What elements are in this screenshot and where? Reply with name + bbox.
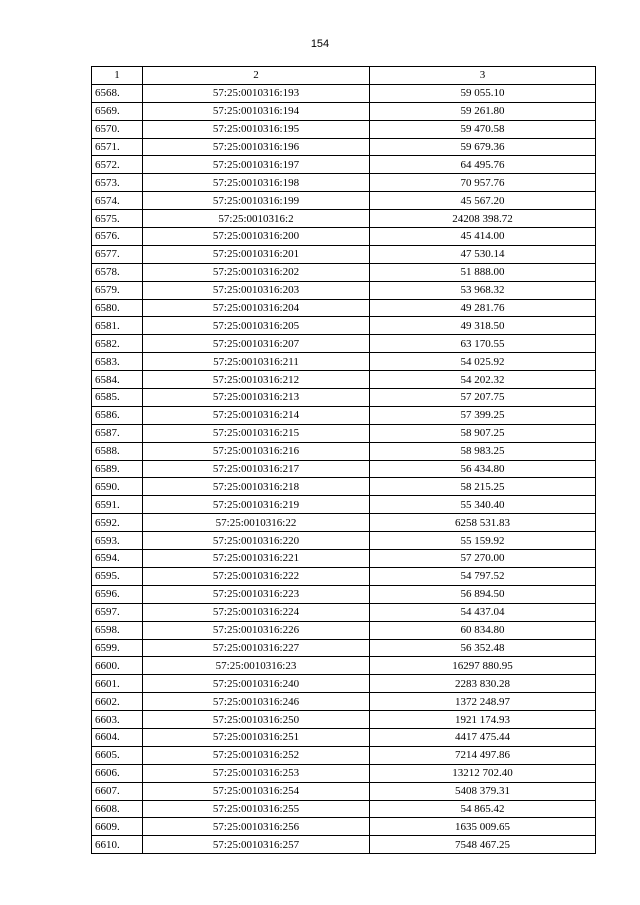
row-number-cell: 6596. [92,585,143,603]
row-number-cell: 6602. [92,693,143,711]
value-cell: 53 968.32 [370,281,596,299]
cadastral-code-cell: 57:25:0010316:194 [143,102,370,120]
table-row [92,621,596,639]
value-cell: 5408 379.31 [370,782,596,800]
cadastral-code-cell: 57:25:0010316:198 [143,174,370,192]
value-cell: 56 894.50 [370,585,596,603]
row-number-cell: 6600. [92,657,143,675]
cadastral-code-cell: 57:25:0010316:257 [143,836,370,854]
cadastral-code-cell: 57:25:0010316:224 [143,603,370,621]
table-row [92,836,596,854]
column-header-number: 1 [92,67,143,85]
table-row [92,711,596,729]
table-row [92,567,596,585]
table-row [92,317,596,335]
row-number-cell: 6588. [92,442,143,460]
table-row [92,353,596,371]
cadastral-code-cell: 57:25:0010316:195 [143,120,370,138]
value-cell: 13212 702.40 [370,764,596,782]
row-number-cell: 6582. [92,335,143,353]
cadastral-code-cell: 57:25:0010316:214 [143,406,370,424]
value-cell: 54 797.52 [370,567,596,585]
cadastral-code-cell: 57:25:0010316:219 [143,496,370,514]
table-row [92,693,596,711]
table-row [92,657,596,675]
value-cell: 1635 009.65 [370,818,596,836]
value-cell: 7214 497.86 [370,746,596,764]
table-row [92,675,596,693]
cadastral-code-cell: 57:25:0010316:240 [143,675,370,693]
cadastral-code-cell: 57:25:0010316:199 [143,192,370,210]
table-row [92,174,596,192]
cadastral-code-cell: 57:25:0010316:246 [143,693,370,711]
value-cell: 49 318.50 [370,317,596,335]
row-number-cell: 6607. [92,782,143,800]
cadastral-code-cell: 57:25:0010316:203 [143,281,370,299]
table-row [92,514,596,532]
row-number-cell: 6599. [92,639,143,657]
value-cell: 58 215.25 [370,478,596,496]
value-cell: 7548 467.25 [370,836,596,854]
table-row [92,478,596,496]
row-number-cell: 6569. [92,102,143,120]
value-cell: 63 170.55 [370,335,596,353]
cadastral-code-cell: 57:25:0010316:221 [143,550,370,568]
value-cell: 59 055.10 [370,84,596,102]
cadastral-code-cell: 57:25:0010316:207 [143,335,370,353]
row-number-cell: 6570. [92,120,143,138]
row-number-cell: 6606. [92,764,143,782]
row-number-cell: 6585. [92,389,143,407]
value-cell: 45 567.20 [370,192,596,210]
table-row [92,335,596,353]
value-cell: 55 159.92 [370,532,596,550]
cadastral-code-cell: 57:25:0010316:250 [143,711,370,729]
row-number-cell: 6573. [92,174,143,192]
row-number-cell: 6591. [92,496,143,514]
row-number-cell: 6574. [92,192,143,210]
value-cell: 57 270.00 [370,550,596,568]
table-row [92,728,596,746]
value-cell: 58 983.25 [370,442,596,460]
cadastral-code-cell: 57:25:0010316:223 [143,585,370,603]
table-row [92,102,596,120]
value-cell: 70 957.76 [370,174,596,192]
cadastral-code-cell: 57:25:0010316:196 [143,138,370,156]
cadastral-code-cell: 57:25:0010316:201 [143,245,370,263]
cadastral-code-cell: 57:25:0010316:222 [143,567,370,585]
value-cell: 56 352.48 [370,639,596,657]
cadastral-code-cell: 57:25:0010316:220 [143,532,370,550]
row-number-cell: 6577. [92,245,143,263]
row-number-cell: 6601. [92,675,143,693]
column-header-value: 3 [370,67,596,85]
value-cell: 56 434.80 [370,460,596,478]
row-number-cell: 6571. [92,138,143,156]
table-row [92,818,596,836]
row-number-cell: 6608. [92,800,143,818]
row-number-cell: 6587. [92,424,143,442]
table-body [92,84,596,853]
value-cell: 1921 174.93 [370,711,596,729]
row-number-cell: 6605. [92,746,143,764]
table-row [92,639,596,657]
cadastral-code-cell: 57:25:0010316:254 [143,782,370,800]
value-cell: 45 414.00 [370,228,596,246]
table-row [92,746,596,764]
cadastral-code-cell: 57:25:0010316:215 [143,424,370,442]
cadastral-code-cell: 57:25:0010316:204 [143,299,370,317]
table-row [92,782,596,800]
table-row [92,138,596,156]
table-row [92,245,596,263]
table-row [92,389,596,407]
cadastral-code-cell: 57:25:0010316:217 [143,460,370,478]
table-row [92,406,596,424]
cadastral-code-cell: 57:25:0010316:216 [143,442,370,460]
cadastral-code-cell: 57:25:0010316:197 [143,156,370,174]
value-cell: 16297 880.95 [370,657,596,675]
value-cell: 57 399.25 [370,406,596,424]
row-number-cell: 6594. [92,550,143,568]
value-cell: 51 888.00 [370,263,596,281]
table-row [92,603,596,621]
row-number-cell: 6572. [92,156,143,174]
table-header-row [92,67,596,85]
cadastral-code-cell: 57:25:0010316:218 [143,478,370,496]
value-cell: 2283 830.28 [370,675,596,693]
row-number-cell: 6578. [92,263,143,281]
value-cell: 47 530.14 [370,245,596,263]
value-cell: 54 437.04 [370,603,596,621]
cadastral-code-cell: 57:25:0010316:205 [143,317,370,335]
cadastral-code-cell: 57:25:0010316:23 [143,657,370,675]
row-number-cell: 6610. [92,836,143,854]
row-number-cell: 6576. [92,228,143,246]
row-number-cell: 6568. [92,84,143,102]
row-number-cell: 6609. [92,818,143,836]
value-cell: 59 679.36 [370,138,596,156]
cadastral-code-cell: 57:25:0010316:253 [143,764,370,782]
row-number-cell: 6575. [92,210,143,228]
value-cell: 60 834.80 [370,621,596,639]
cadastral-code-cell: 57:25:0010316:252 [143,746,370,764]
table-row [92,192,596,210]
table-row [92,496,596,514]
value-cell: 49 281.76 [370,299,596,317]
cadastral-code-cell: 57:25:0010316:255 [143,800,370,818]
value-cell: 54 202.32 [370,371,596,389]
row-number-cell: 6595. [92,567,143,585]
cadastral-code-cell: 57:25:0010316:202 [143,263,370,281]
row-number-cell: 6584. [92,371,143,389]
cadastral-code-cell: 57:25:0010316:226 [143,621,370,639]
row-number-cell: 6604. [92,728,143,746]
value-cell: 59 261.80 [370,102,596,120]
table-row [92,424,596,442]
page-number: 154 [310,38,330,50]
row-number-cell: 6580. [92,299,143,317]
row-number-cell: 6581. [92,317,143,335]
row-number-cell: 6598. [92,621,143,639]
value-cell: 57 207.75 [370,389,596,407]
table-row [92,371,596,389]
table-row [92,299,596,317]
cadastral-code-cell: 57:25:0010316:227 [143,639,370,657]
cadastral-code-cell: 57:25:0010316:2 [143,210,370,228]
value-cell: 6258 531.83 [370,514,596,532]
table-row [92,532,596,550]
table-row [92,585,596,603]
row-number-cell: 6593. [92,532,143,550]
table-row [92,156,596,174]
value-cell: 64 495.76 [370,156,596,174]
table-row [92,210,596,228]
value-cell: 59 470.58 [370,120,596,138]
cadastral-code-cell: 57:25:0010316:251 [143,728,370,746]
table-row [92,120,596,138]
value-cell: 54 865.42 [370,800,596,818]
row-number-cell: 6583. [92,353,143,371]
row-number-cell: 6579. [92,281,143,299]
cadastral-code-cell: 57:25:0010316:193 [143,84,370,102]
table-row [92,460,596,478]
table-row [92,263,596,281]
table-row [92,764,596,782]
column-header-cadastral-code: 2 [143,67,370,85]
value-cell: 58 907.25 [370,424,596,442]
row-number-cell: 6590. [92,478,143,496]
table-row [92,800,596,818]
row-number-cell: 6603. [92,711,143,729]
value-cell: 24208 398.72 [370,210,596,228]
value-cell: 54 025.92 [370,353,596,371]
value-cell: 1372 248.97 [370,693,596,711]
registry-table [91,66,596,854]
cadastral-code-cell: 57:25:0010316:212 [143,371,370,389]
row-number-cell: 6597. [92,603,143,621]
value-cell: 4417 475.44 [370,728,596,746]
row-number-cell: 6586. [92,406,143,424]
row-number-cell: 6589. [92,460,143,478]
table-row [92,84,596,102]
table-row [92,550,596,568]
table-row [92,281,596,299]
cadastral-code-cell: 57:25:0010316:211 [143,353,370,371]
cadastral-code-cell: 57:25:0010316:22 [143,514,370,532]
table-row [92,228,596,246]
cadastral-code-cell: 57:25:0010316:213 [143,389,370,407]
value-cell: 55 340.40 [370,496,596,514]
cadastral-code-cell: 57:25:0010316:256 [143,818,370,836]
cadastral-code-cell: 57:25:0010316:200 [143,228,370,246]
row-number-cell: 6592. [92,514,143,532]
table-row [92,442,596,460]
